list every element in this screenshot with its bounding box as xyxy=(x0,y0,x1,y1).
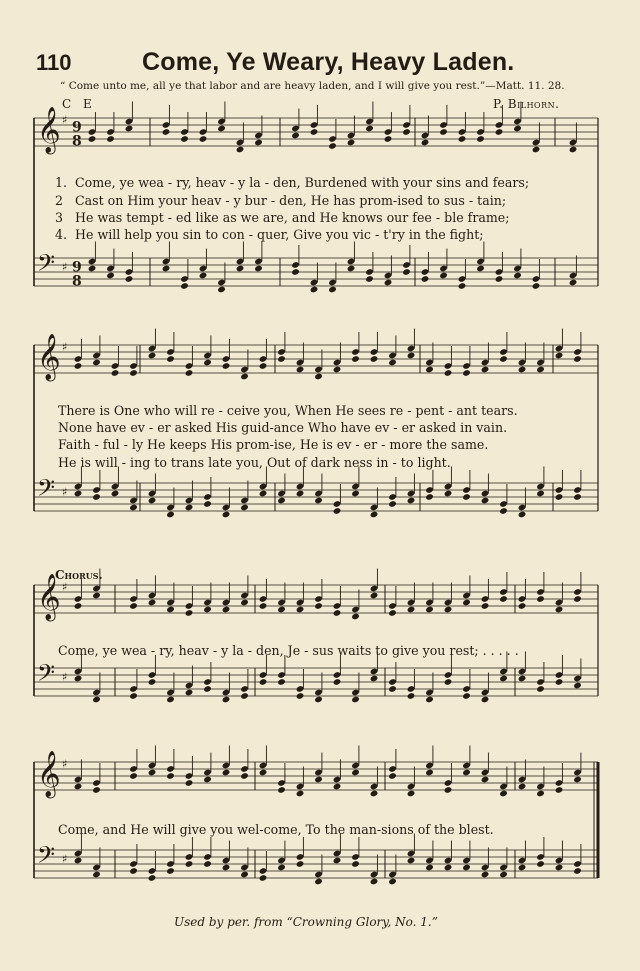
notehead xyxy=(536,490,545,498)
notehead xyxy=(129,369,138,377)
notehead xyxy=(240,772,249,780)
hymn-title: Come, Ye Weary, Heavy Laden. xyxy=(142,48,515,76)
notehead xyxy=(518,675,527,683)
notehead xyxy=(370,675,379,683)
time-signature-top: 9 xyxy=(72,259,82,276)
notehead xyxy=(444,369,453,377)
notehead xyxy=(513,125,522,133)
notehead xyxy=(370,592,379,600)
notehead xyxy=(310,286,319,294)
notehead xyxy=(384,279,393,287)
treble-clef-icon: 𝄞 xyxy=(37,334,61,381)
stanza-4-line-1 xyxy=(55,227,595,242)
notehead xyxy=(462,493,471,501)
notehead xyxy=(254,265,263,273)
stanza-number: 3 xyxy=(55,210,64,225)
notehead xyxy=(462,769,471,777)
notehead xyxy=(370,790,379,798)
stanza-4-line-2: He is will - ing to trans late you, Out of dark ness in - to light. xyxy=(58,455,451,470)
notehead xyxy=(203,500,212,508)
notehead xyxy=(481,871,490,879)
notehead xyxy=(222,606,231,614)
notehead xyxy=(518,602,527,610)
notehead xyxy=(166,696,175,704)
notehead xyxy=(203,860,212,868)
notehead xyxy=(236,146,245,154)
notehead xyxy=(162,128,171,136)
notehead xyxy=(481,696,490,704)
notehead xyxy=(388,878,397,886)
notehead xyxy=(240,871,249,879)
notehead xyxy=(495,275,504,283)
notehead xyxy=(259,769,268,777)
permission-credit: Used by per. from “Crowning Glory, No. 1.” xyxy=(174,915,438,929)
treble-clef-icon: 𝄞 xyxy=(37,107,61,154)
notehead xyxy=(296,490,305,498)
composer-credit: P. Bilhorn. xyxy=(493,97,560,111)
notehead xyxy=(555,352,564,360)
notehead xyxy=(129,772,138,780)
notehead xyxy=(88,265,97,273)
notehead xyxy=(444,678,453,686)
treble-clef-icon: 𝄞 xyxy=(37,751,61,798)
notehead xyxy=(148,352,157,360)
notehead xyxy=(351,860,360,868)
notehead xyxy=(92,696,101,704)
notehead xyxy=(74,675,83,683)
notehead xyxy=(291,132,300,140)
notehead xyxy=(444,606,453,614)
stanza-2-line-1 xyxy=(55,193,595,208)
notehead xyxy=(555,606,564,614)
notehead xyxy=(384,135,393,143)
notehead xyxy=(365,125,374,133)
sharp-icon: ♯ xyxy=(62,580,68,594)
notehead xyxy=(240,504,249,512)
notehead xyxy=(328,142,337,150)
notehead xyxy=(277,786,286,794)
notehead xyxy=(222,511,231,519)
notehead xyxy=(74,490,83,498)
notehead xyxy=(573,493,582,501)
meter-mark: C E xyxy=(62,97,96,111)
notehead xyxy=(425,769,434,777)
sharp-icon: ♯ xyxy=(62,670,68,684)
chorus-label: Chorus. xyxy=(55,568,103,582)
notehead xyxy=(425,606,434,614)
notehead xyxy=(573,595,582,603)
notehead xyxy=(536,685,545,693)
notehead xyxy=(129,504,138,512)
notehead xyxy=(296,790,305,798)
notehead xyxy=(129,602,138,610)
notehead xyxy=(425,493,434,501)
notehead xyxy=(439,272,448,280)
notehead xyxy=(185,369,194,377)
notehead xyxy=(333,507,342,515)
scripture-epigraph: “ Come unto me, all ye that labor and are heavy laden, and I will give you rest.”—Matt. 11. 28. xyxy=(60,80,565,92)
notehead xyxy=(444,786,453,794)
notehead xyxy=(365,275,374,283)
notehead xyxy=(444,490,453,498)
notehead xyxy=(555,786,564,794)
notehead xyxy=(458,282,467,290)
notehead xyxy=(203,776,212,784)
notehead xyxy=(314,373,323,381)
notehead xyxy=(185,504,194,512)
sharp-icon: ♯ xyxy=(62,113,68,127)
notehead xyxy=(74,857,83,865)
notehead xyxy=(296,692,305,700)
notehead xyxy=(106,135,115,143)
notehead xyxy=(166,511,175,519)
notehead xyxy=(462,599,471,607)
notehead xyxy=(407,497,416,505)
notehead xyxy=(421,139,430,147)
notehead xyxy=(532,146,541,154)
notehead xyxy=(518,366,527,374)
notehead xyxy=(518,783,527,791)
notehead xyxy=(388,500,397,508)
stanza-number: 4. xyxy=(55,227,68,242)
notehead xyxy=(388,609,397,617)
bass-clef-icon: 𝄢 xyxy=(37,840,56,874)
notehead xyxy=(296,366,305,374)
notehead xyxy=(555,864,564,872)
notehead xyxy=(314,776,323,784)
notehead xyxy=(370,511,379,519)
notehead xyxy=(499,355,508,363)
bass-clef-icon: 𝄢 xyxy=(37,473,56,507)
notehead xyxy=(499,595,508,603)
notehead xyxy=(351,355,360,363)
notehead xyxy=(347,139,356,147)
notehead xyxy=(148,497,157,505)
notehead xyxy=(351,696,360,704)
notehead xyxy=(388,685,397,693)
notehead xyxy=(536,595,545,603)
notehead xyxy=(333,366,342,374)
notehead xyxy=(222,864,231,872)
notehead xyxy=(162,265,171,273)
notehead xyxy=(166,606,175,614)
notehead xyxy=(88,135,97,143)
notehead xyxy=(351,490,360,498)
notehead xyxy=(573,867,582,875)
stanza-number: 2 xyxy=(55,193,64,208)
notehead xyxy=(499,675,508,683)
notehead xyxy=(203,685,212,693)
notehead xyxy=(536,366,545,374)
notehead xyxy=(277,355,286,363)
notehead xyxy=(92,592,101,600)
notehead xyxy=(314,602,323,610)
notehead xyxy=(180,282,189,290)
notehead xyxy=(222,362,231,370)
notehead xyxy=(296,860,305,868)
notehead xyxy=(180,135,189,143)
notehead xyxy=(351,613,360,621)
notehead xyxy=(388,359,397,367)
notehead xyxy=(495,128,504,136)
bass-clef-icon: 𝄢 xyxy=(37,658,56,692)
notehead xyxy=(125,275,134,283)
sharp-icon: ♯ xyxy=(62,340,68,354)
notehead xyxy=(499,871,508,879)
notehead xyxy=(476,265,485,273)
stanza-lyric: Come, ye wea - ry, heav - y la - den, Burdened with your sins and fears; xyxy=(75,175,530,190)
stanza-3-line-2: Faith - ful - ly He keeps His prom-ise, He is ev - er - more the same. xyxy=(58,437,489,452)
notehead xyxy=(370,355,379,363)
notehead xyxy=(106,272,115,280)
notehead xyxy=(92,786,101,794)
notehead xyxy=(236,265,245,273)
bass-clef-icon: 𝄢 xyxy=(37,248,56,282)
notehead xyxy=(421,275,430,283)
notehead xyxy=(166,355,175,363)
notehead xyxy=(425,864,434,872)
notehead xyxy=(92,359,101,367)
stanza-2-line-2: None have ev - er asked His guid-ance Who have ev - er asked in vain. xyxy=(58,420,508,435)
notehead xyxy=(569,146,578,154)
notehead xyxy=(222,769,231,777)
notehead xyxy=(111,490,120,498)
notehead xyxy=(536,860,545,868)
notehead xyxy=(129,867,138,875)
notehead xyxy=(333,678,342,686)
notehead xyxy=(166,867,175,875)
notehead xyxy=(74,783,83,791)
notehead xyxy=(277,864,286,872)
sharp-icon: ♯ xyxy=(62,260,68,274)
notehead xyxy=(333,609,342,617)
notehead xyxy=(536,790,545,798)
notehead xyxy=(425,366,434,374)
notehead xyxy=(240,599,249,607)
time-signature-top: 9 xyxy=(72,119,82,136)
notehead xyxy=(407,692,416,700)
notehead xyxy=(217,286,226,294)
notehead xyxy=(148,599,157,607)
sharp-icon: ♯ xyxy=(62,485,68,499)
notehead xyxy=(217,125,226,133)
notehead xyxy=(314,696,323,704)
notehead xyxy=(74,602,83,610)
notehead xyxy=(166,772,175,780)
notehead xyxy=(513,272,522,280)
notehead xyxy=(296,606,305,614)
notehead xyxy=(444,864,453,872)
notehead xyxy=(277,606,286,614)
notehead xyxy=(351,769,360,777)
notehead xyxy=(254,139,263,147)
notehead xyxy=(291,268,300,276)
page-number: 110 xyxy=(36,50,72,75)
notehead xyxy=(458,135,467,143)
notehead xyxy=(462,864,471,872)
notehead xyxy=(111,369,120,377)
notehead xyxy=(347,265,356,273)
notehead xyxy=(203,606,212,614)
notehead xyxy=(240,373,249,381)
stanza-1-line-1 xyxy=(55,175,595,190)
notehead xyxy=(481,497,490,505)
notehead xyxy=(569,279,578,287)
notehead xyxy=(148,678,157,686)
notehead xyxy=(310,128,319,136)
notehead xyxy=(333,857,342,865)
notehead xyxy=(407,352,416,360)
notehead xyxy=(499,507,508,515)
notehead xyxy=(240,692,249,700)
time-signature-bottom: 8 xyxy=(72,273,82,290)
notehead xyxy=(125,125,134,133)
notehead xyxy=(573,776,582,784)
notehead xyxy=(129,692,138,700)
notehead xyxy=(314,878,323,886)
stanza-lyric: Cast on Him your heav - y bur - den, He has prom-ised to sus - tain; xyxy=(75,193,507,208)
notehead xyxy=(185,609,194,617)
notehead xyxy=(462,369,471,377)
notehead xyxy=(481,366,490,374)
sharp-icon: ♯ xyxy=(62,757,68,771)
notehead xyxy=(222,696,231,704)
notehead xyxy=(555,493,564,501)
stanza-1-line-2: There is One who will re - ceive you, When He sees re - pent - ant tears. xyxy=(58,403,518,418)
notehead xyxy=(532,282,541,290)
stanza-3-line-1 xyxy=(55,210,595,225)
notehead xyxy=(277,497,286,505)
notehead xyxy=(333,783,342,791)
notehead xyxy=(499,790,508,798)
notehead xyxy=(259,874,268,882)
notehead xyxy=(407,790,416,798)
time-signature-bottom: 8 xyxy=(72,133,82,150)
notehead xyxy=(407,857,416,865)
notehead xyxy=(185,689,194,697)
chorus-lyric-line-2: Come, and He will give you wel-come, To the man-sions of the blest. xyxy=(58,822,494,837)
notehead xyxy=(481,776,490,784)
notehead xyxy=(259,490,268,498)
notehead xyxy=(439,128,448,136)
notehead xyxy=(199,135,208,143)
sharp-icon: ♯ xyxy=(62,852,68,866)
notehead xyxy=(148,874,157,882)
notehead xyxy=(407,606,416,614)
notehead xyxy=(185,860,194,868)
notehead xyxy=(259,602,268,610)
notehead xyxy=(425,696,434,704)
notehead xyxy=(388,772,397,780)
notehead xyxy=(148,769,157,777)
notehead xyxy=(481,602,490,610)
notehead xyxy=(259,678,268,686)
notehead xyxy=(203,359,212,367)
stanza-lyric: He was tempt - ed like as we are, and He knows our fee - ble frame; xyxy=(75,210,510,225)
notehead xyxy=(518,864,527,872)
stanza-number: 1. xyxy=(55,175,68,190)
notehead xyxy=(314,497,323,505)
notehead xyxy=(402,128,411,136)
notehead xyxy=(328,286,337,294)
notehead xyxy=(476,135,485,143)
notehead xyxy=(573,682,582,690)
notehead xyxy=(518,511,527,519)
notehead xyxy=(402,268,411,276)
treble-clef-icon: 𝄞 xyxy=(37,574,61,621)
notehead xyxy=(277,678,286,686)
notehead xyxy=(199,272,208,280)
notehead xyxy=(92,493,101,501)
notehead xyxy=(185,779,194,787)
notehead xyxy=(259,362,268,370)
chorus-lyric-line-1: Come, ye wea - ry, heav - y la - den, Je - sus waits to give you rest; . . . . . xyxy=(58,643,519,658)
notehead xyxy=(92,871,101,879)
notehead xyxy=(370,878,379,886)
notehead xyxy=(462,692,471,700)
notehead xyxy=(74,362,83,370)
notehead xyxy=(573,355,582,363)
stanza-lyric: He will help you sin to con - quer, Give you vic - t'ry in the fight; xyxy=(75,227,484,242)
notehead xyxy=(555,678,564,686)
